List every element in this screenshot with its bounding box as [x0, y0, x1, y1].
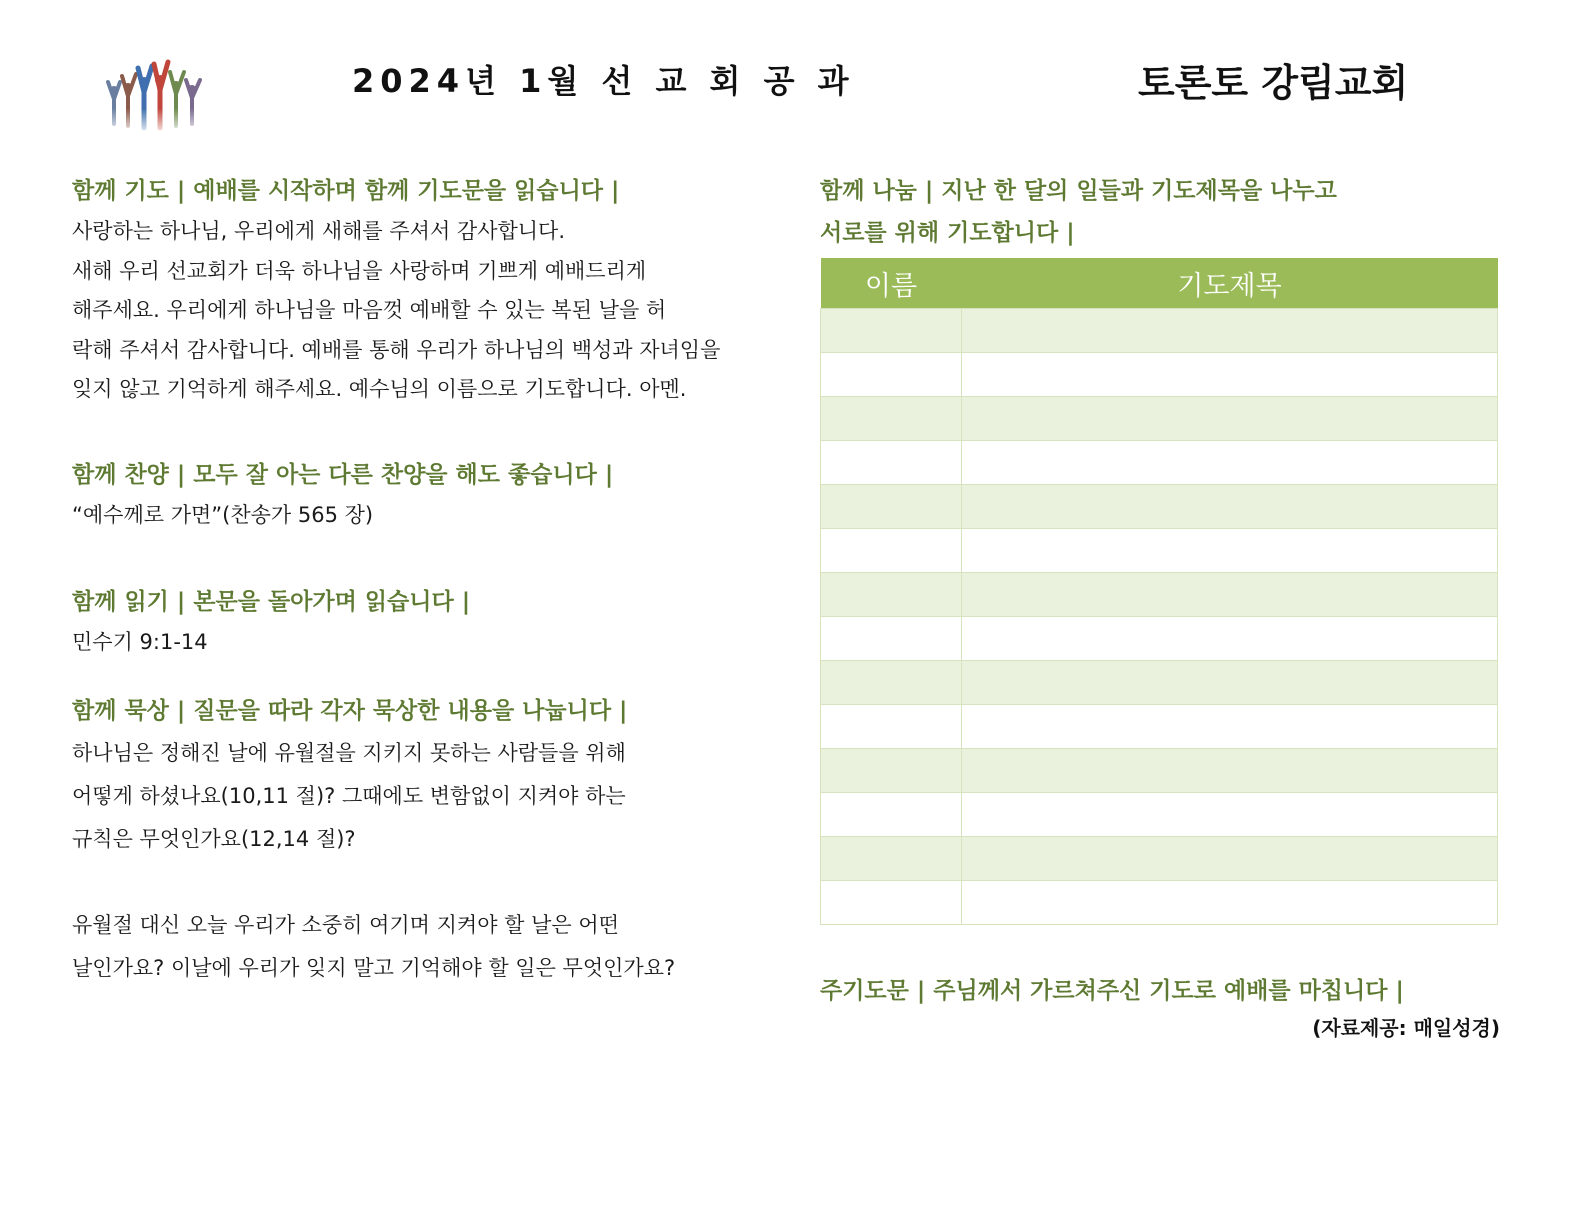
prayer-topic-cell[interactable]	[962, 573, 1498, 617]
prayer-line: 새해 우리 선교회가 더욱 하나님을 사랑하며 기쁘게 예배드리게	[72, 258, 647, 283]
name-cell[interactable]	[821, 837, 962, 881]
meditation-question-line: 유월절 대신 오늘 우리가 소중히 여기며 지켜야 할 날은 어떤	[72, 912, 619, 937]
table-row	[821, 749, 1498, 793]
prayer-topic-cell[interactable]	[962, 793, 1498, 837]
meditation-question-line: 규칙은 무엇인가요(12,14 절)?	[72, 826, 356, 851]
prayer-line: 사랑하는 하나님, 우리에게 새해를 주셔서 감사합니다.	[72, 219, 566, 243]
column-header-name: 이름	[821, 258, 962, 309]
prayer-topic-cell[interactable]	[962, 749, 1498, 793]
table-row	[821, 529, 1498, 573]
prayer-topic-cell[interactable]	[962, 353, 1498, 397]
prayer-heading: 함께 기도 | 예배를 시작하며 함께 기도문을 읽습니다 |	[72, 178, 620, 204]
reading-heading: 함께 읽기 | 본문을 돌아가며 읽습니다 |	[72, 589, 471, 615]
right-column	[820, 170, 1500, 1041]
meditation-heading: 함께 묵상 | 질문을 따라 각자 묵상한 내용을 나눕니다 |	[72, 697, 628, 724]
name-cell[interactable]	[821, 309, 962, 353]
table-row	[821, 661, 1498, 705]
prayer-topic-cell[interactable]	[962, 661, 1498, 705]
table-row	[821, 309, 1498, 353]
source-credit: (자료제공: 매일성경)	[1312, 1016, 1500, 1040]
name-cell[interactable]	[821, 529, 962, 573]
table-row	[821, 353, 1498, 397]
prayer-topic-cell[interactable]	[962, 881, 1498, 925]
prayer-topic-cell[interactable]	[962, 837, 1498, 881]
meditation-question-line: 날인가요? 이날에 우리가 잊지 말고 기억해야 할 일은 무엇인가요?	[72, 955, 676, 980]
name-cell[interactable]	[821, 793, 962, 837]
church-name: 토론토 강림교회	[1138, 61, 1409, 105]
name-cell[interactable]	[821, 881, 962, 925]
name-cell[interactable]	[821, 441, 962, 485]
table-row	[821, 441, 1498, 485]
meditation-section	[72, 690, 772, 990]
prayer-topic-cell[interactable]	[962, 617, 1498, 661]
name-cell[interactable]	[821, 749, 962, 793]
reading-text: 민수기 9:1-14	[72, 630, 208, 654]
prayer-topic-cell[interactable]	[962, 529, 1498, 573]
table-row	[821, 837, 1498, 881]
prayer-topic-cell[interactable]	[962, 397, 1498, 441]
table-row	[821, 573, 1498, 617]
prayer-line: 잊지 않고 기억하게 해주세요. 예수님의 이름으로 기도합니다. 아멘.	[72, 377, 687, 401]
praise-text: “예수께로 가면”(찬송가 565 장)	[72, 502, 374, 527]
prayer-topic-cell[interactable]	[962, 705, 1498, 749]
name-cell[interactable]	[821, 617, 962, 661]
prayer-request-table	[820, 258, 1498, 925]
worship-people-logo	[100, 44, 212, 136]
prayer-topic-cell[interactable]	[962, 441, 1498, 485]
table-row	[821, 485, 1498, 529]
name-cell[interactable]	[821, 485, 962, 529]
praise-section	[72, 454, 772, 536]
prayer-topic-cell[interactable]	[962, 485, 1498, 529]
page-title: 2024년 1월 선 교 회 공 과	[352, 62, 855, 100]
praise-heading: 함께 찬양 | 모두 잘 아는 다른 찬양을 해도 좋습니다 |	[72, 461, 614, 488]
table-row	[821, 397, 1498, 441]
sharing-heading: 서로를 위해 기도합니다 |	[820, 220, 1075, 246]
prayer-section	[72, 170, 772, 410]
prayer-line: 해주세요. 우리에게 하나님을 마음껏 예배할 수 있는 복된 날을 허	[72, 298, 667, 322]
table-row	[821, 793, 1498, 837]
name-cell[interactable]	[821, 661, 962, 705]
meditation-question-line: 하나님은 정해진 날에 유월절을 지키지 못하는 사람들을 위해	[72, 740, 626, 765]
name-cell[interactable]	[821, 397, 962, 441]
table-header-row	[821, 258, 1498, 309]
name-cell[interactable]	[821, 705, 962, 749]
column-header-prayer-topic: 기도제목	[962, 258, 1498, 309]
table-row	[821, 617, 1498, 661]
reading-section	[72, 581, 772, 663]
table-row	[821, 881, 1498, 925]
prayer-line: 락해 주셔서 감사합니다. 예배를 통해 우리가 하나님의 백성과 자녀임을	[72, 337, 721, 362]
closing-heading: 주기도문 | 주님께서 가르쳐주신 기도로 예배를 마칩니다 |	[820, 978, 1404, 1004]
sharing-heading: 함께 나눔 | 지난 한 달의 일들과 기도제목을 나누고	[820, 178, 1337, 204]
meditation-question-line: 어떻게 하셨나요(10,11 절)? 그때에도 변함없이 지켜야 하는	[72, 783, 626, 808]
name-cell[interactable]	[821, 353, 962, 397]
prayer-topic-cell[interactable]	[962, 309, 1498, 353]
table-row	[821, 705, 1498, 749]
name-cell[interactable]	[821, 573, 962, 617]
left-column	[72, 170, 772, 990]
